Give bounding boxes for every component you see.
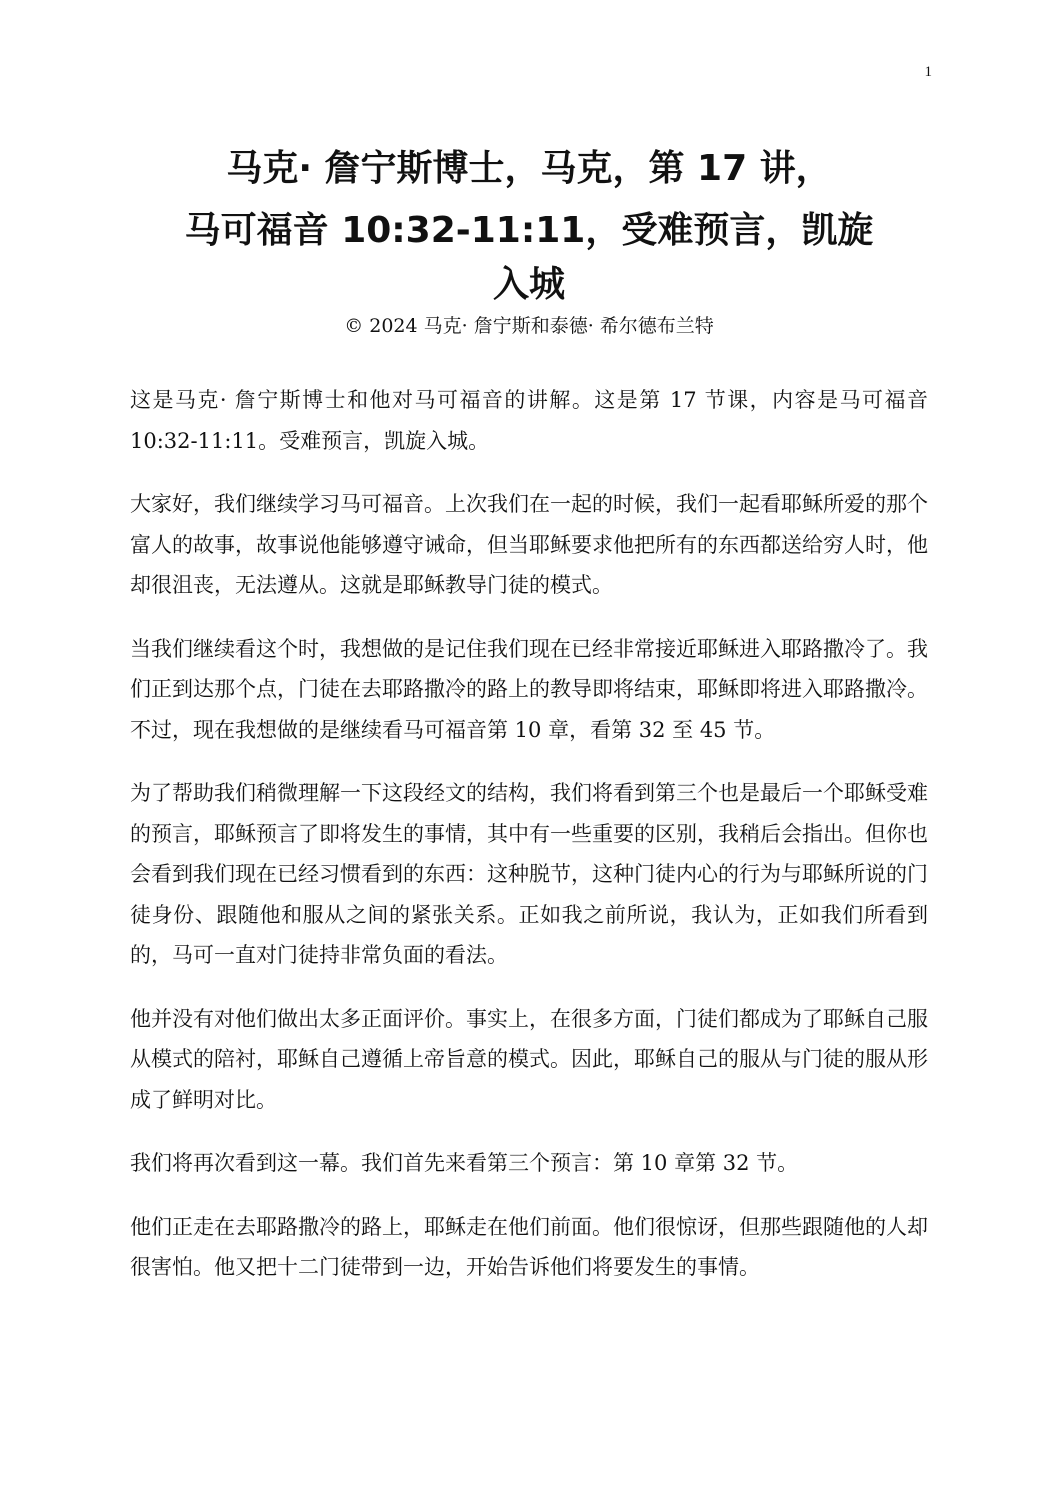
paragraph: 为了帮助我们稍微理解一下这段经文的结构，我们将看到第三个也是最后一个耶稣受难的预言，耶稣预言了即将发生的事情，其中有一些重要的区别，我稍后会指出。但你也会看到我们现在已经习惯看到的东西：这种脱节，这种门徒内心的行为与耶稣所说的门徒身份、跟随他和服从之间的紧张关系。正如我之前所说，我认为，正如我们所看到的，马可一直对门徒持非常负面的看法。 (130, 781, 928, 967)
page-number: 1 (924, 64, 932, 80)
paragraph: 当我们继续看这个时，我想做的是记住我们现在已经非常接近耶稣进入耶路撒冷了。我们正到达那个点，门徒在去耶路撒冷的路上的教导即将结束，耶稣即将进入耶路撒冷。不过，现在我想做的是继续看马可福音第 10 章，看第 32 至 45 节。 (130, 636, 928, 742)
paragraph: 大家好，我们继续学习马可福音。上次我们在一起的时候，我们一起看耶稣所爱的那个富人的故事，故事说他能够遵守诫命，但当耶稣要求他把所有的东西都送给穷人时，他却很沮丧，无法遵从。这就是耶稣教导门徒的模式。 (130, 492, 928, 597)
paragraph: 他们正走在去耶路撒冷的路上，耶稣走在他们前面。他们很惊讶，但那些跟随他的人却很害怕。他又把十二门徒带到一边，开始告诉他们将要发生的事情。 (130, 1214, 928, 1279)
document-body (130, 380, 928, 1311)
document-header (130, 138, 928, 342)
paragraph: 这是马克· 詹宁斯博士和他对马可福音的讲解。这是第 17 节课，内容是马可福音 10:32-11:11。受难预言，凯旋入城。 (130, 388, 928, 453)
copyright-notice: © 2024 马克· 詹宁斯和泰德· 希尔德布兰特 (344, 315, 714, 337)
paragraph: 我们将再次看到这一幕。我们首先来看第三个预言：第 10 章第 32 节。 (130, 1151, 799, 1175)
title-line-3: 入城 (492, 264, 565, 305)
paragraph: 他并没有对他们做出太多正面评价。事实上，在很多方面，门徒们都成为了耶稣自己服从模式的陪衬，耶稣自己遵循上帝旨意的模式。因此，耶稣自己的服从与门徒的服从形成了鲜明对比。 (130, 1006, 928, 1112)
title-line-1: 马克· 詹宁斯博士，马克，第 17 讲， (226, 148, 832, 189)
title-line-2: 马可福音 10:32-11:11，受难预言，凯旋 (184, 210, 874, 251)
